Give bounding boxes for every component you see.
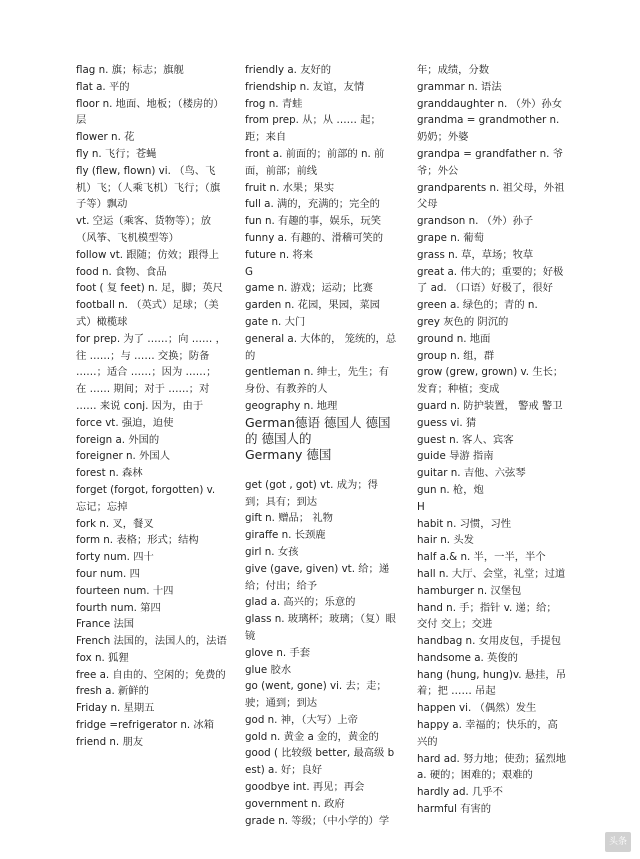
- vocab-entry: grammar n. 语法: [417, 80, 502, 93]
- vocab-entry: grandson n. （外）孙子: [417, 215, 534, 228]
- vocab-entry: great a. 伟大的；重要的；好极了 ad. （口语）好极了，很好: [417, 265, 564, 295]
- vocab-entry: flower n. 花: [76, 131, 135, 144]
- vocab-entry: fruit n. 水果；果实: [245, 181, 335, 194]
- vocab-entry: guitar n. 吉他、六弦琴: [417, 467, 526, 480]
- vocab-entry: grass n. 草，草场；牧草: [417, 248, 534, 261]
- vocab-entry: fox n. 狐狸: [76, 651, 129, 664]
- vocab-entry: game n. 游戏；运动；比赛: [245, 282, 373, 295]
- vocab-entry: hand n. 手；指针 v. 递；给；交付 交上；交进: [417, 601, 557, 631]
- vocab-entry: fly n. 飞行；苍蝇: [76, 147, 157, 160]
- vocab-entry: free a. 自由的、空闲的；免费的: [76, 668, 226, 681]
- vocab-entry: foreigner n. 外国人: [76, 450, 170, 463]
- vocab-entry: gun n. 枪，炮: [417, 483, 484, 496]
- vocab-entry: granddaughter n. （外）孙女: [417, 97, 563, 110]
- vocab-entry: harmful 有害的: [417, 803, 492, 816]
- vocab-entry: happen vi. （偶然）发生: [417, 702, 537, 715]
- vocab-entry: food n. 食物、食品: [76, 265, 167, 278]
- vocab-entry: girl n. 女孩: [245, 545, 299, 558]
- vocab-entry: glad a. 高兴的；乐意的: [245, 596, 356, 609]
- vocab-entry: football n. （英式）足球；（美式）橄榄球: [76, 299, 219, 328]
- vocab-entry: fork n. 叉，餐叉: [76, 517, 154, 530]
- vocab-entry: goodbye int. 再见；再会: [245, 781, 365, 794]
- vocab-entry: G: [245, 265, 253, 278]
- vocab-entry: geography n. 地理: [245, 399, 338, 412]
- vocab-entry: for prep. 为了 ……；向 …… ，往 ……；与 …… 交换；防备 ……；适合 ……；因为 ……；: [76, 332, 226, 379]
- vocab-entry: guide 导游 指南: [417, 450, 494, 463]
- vocab-entry: Germany 德国: [245, 446, 332, 462]
- vocab-entry: vt. 空运（乘客、货物等）；放（风筝、飞机模型等）: [76, 215, 212, 244]
- vocab-entry: flat a. 平的: [76, 80, 130, 93]
- vocab-entry: grape n. 葡萄: [417, 231, 484, 244]
- vocab-entry: hall n. 大厅、会堂，礼堂；过道: [417, 567, 566, 580]
- vocab-entry: four num. 四: [76, 567, 140, 580]
- vocab-entry: grade n. 等级；（中小学的）学: [245, 814, 390, 827]
- vocab-entry: handsome a. 英俊的: [417, 651, 518, 664]
- vocab-entry: grow (grew, grown) v. 生长；发育；种植；变成: [417, 366, 564, 396]
- vocab-entry: front a. 前面的；前部的 n. 前面，前部；前线: [245, 147, 385, 177]
- vocab-entry: gift n. 赠品； 礼物: [245, 512, 333, 525]
- vocab-entry: fresh a. 新鲜的: [76, 685, 149, 698]
- vocab-entry: hang (hung, hung)v. 悬挂，吊着；把 …… 吊起: [417, 668, 567, 698]
- vocab-entry: giraffe n. 长颈鹿: [245, 529, 326, 542]
- vocab-entry: guess vi. 猜: [417, 416, 477, 429]
- vocab-entry: friend n. 朋友: [76, 735, 144, 748]
- vocab-entry: green a. 绿色的；青的 n.: [417, 299, 538, 312]
- vocab-entry: 年；成绩，分数: [417, 64, 490, 76]
- vocab-entry: general a. 大体的， 笼统的，总的: [245, 332, 397, 362]
- vocab-entry: [245, 463, 397, 477]
- vocab-entry: grandparents n. 祖父母，外祖父母: [417, 181, 565, 211]
- vocab-entry: from prep. 从；从 …… 起；距；来自: [245, 114, 381, 144]
- column-2: [245, 62, 397, 829]
- vocab-entry: hard ad. 努力地；使劲；猛烈地 a. 硬的；困难的；艰难的: [417, 752, 567, 782]
- vocab-entry: future n. 将来: [245, 248, 313, 261]
- vocab-entry: flag n. 旗；标志；旗舰: [76, 64, 184, 76]
- vocab-entry: glove n. 手套: [245, 646, 311, 659]
- vocab-entry: fun n. 有趣的事，娱乐，玩笑: [245, 215, 381, 228]
- vocab-entry: full a. 满的，充满的；完全的: [245, 198, 380, 211]
- vocab-entry: grey 灰色的 阴沉的: [417, 315, 509, 328]
- vocab-entry: glass n. 玻璃杯；玻璃；（复）眼镜: [245, 613, 396, 642]
- vocab-entry: forty num. 四十: [76, 551, 154, 564]
- vocab-entry: France 法国: [76, 618, 135, 631]
- column-1: [76, 62, 228, 751]
- vocab-entry: guest n. 客人、宾客: [417, 433, 514, 446]
- vocab-entry: funny a. 有趣的、滑稽可笑的: [245, 231, 384, 244]
- vocab-entry: French 法国的，法国人的，法语: [76, 635, 227, 648]
- vocab-entry: god n. 神，（大写）上帝: [245, 713, 358, 726]
- watermark-logo: 头条: [605, 832, 631, 852]
- vocab-entry: handbag n. 女用皮包，手提包: [417, 635, 562, 648]
- vocab-entry: Friday n. 星期五: [76, 702, 155, 715]
- vocab-entry: foreign a. 外国的: [76, 433, 160, 446]
- column-3: [417, 62, 567, 818]
- vocab-entry: go (went, gone) vi. 去；走；驶；通到；到达: [245, 680, 387, 710]
- vocab-entry: follow vt. 跟随；仿效；跟得上: [76, 248, 219, 261]
- vocab-entry: German德语 德国人 德国的 德国人的: [245, 414, 391, 446]
- vocab-entry: gate n. 大门: [245, 315, 306, 328]
- vocab-entry: fly (flew, flown) vi. （鸟、飞机）飞；（人乘飞机）飞行；（旗子等）飘动: [76, 164, 221, 211]
- vocab-entry: hamburger n. 汉堡包: [417, 584, 522, 597]
- vocab-entry: glue 胶水: [245, 663, 292, 676]
- vocab-entry: gentleman n. 绅士，先生；有身份、有教养的人: [245, 366, 389, 396]
- vocab-entry: forget (forgot, forgotten) v. 忘记；忘掉: [76, 483, 216, 513]
- vocab-entry: fourteen num. 十四: [76, 584, 174, 597]
- vocab-entry: fridge =refrigerator n. 冰箱: [76, 719, 215, 732]
- vocab-entry: fourth num. 第四: [76, 601, 161, 614]
- vocab-entry: give (gave, given) vt. 给；递给；付出；给予: [245, 562, 390, 592]
- vocab-entry: frog n. 青蛙: [245, 97, 303, 110]
- vocab-entry: floor n. 地面、地板；（楼房的）层: [76, 97, 224, 127]
- vocab-entry: group n. 组，群: [417, 349, 495, 362]
- vocab-entry: grandpa = grandfather n. 爷爷；外公: [417, 147, 564, 177]
- vocab-entry: habit n. 习惯，习性: [417, 517, 512, 530]
- vocab-entry: friendly a. 友好的: [245, 64, 332, 76]
- vocab-entry: garden n. 花园，果园，菜园: [245, 299, 381, 312]
- vocab-entry: force vt. 强迫，迫使: [76, 416, 174, 429]
- vocab-entry: good ( 比较级 better, 最高级 best) a. 好；良好: [245, 747, 395, 777]
- vocab-entry: happy a. 幸福的；快乐的，高兴的: [417, 719, 558, 748]
- vocab-entry: H: [417, 500, 425, 513]
- vocab-entry: hair n. 头发: [417, 534, 474, 547]
- vocab-entry: half a.& n. 半，一半，半个: [417, 551, 546, 564]
- vocab-entry: form n. 表格；形式；结构: [76, 534, 199, 547]
- vocab-entry: hardly ad. 几乎不: [417, 786, 503, 799]
- vocab-entry: gold n. 黄金 a 金的，黄金的: [245, 730, 379, 743]
- vocab-entry: 在 …… 期间；对于 ……；对 …… 来说 conj. 因为，由于: [76, 383, 210, 412]
- vocab-entry: foot ( 复 feet) n. 足，脚；英尺: [76, 282, 223, 295]
- vocab-entry: get (got , got) vt. 成为；得到；具有；到达: [245, 478, 378, 508]
- vocab-entry: guard n. 防护装置， 警戒 警卫: [417, 399, 563, 412]
- vocab-entry: grandma = grandmother n. 奶奶；外婆: [417, 114, 560, 144]
- vocab-entry: government n. 政府: [245, 797, 345, 810]
- vocab-entry: forest n. 森林: [76, 467, 143, 480]
- vocab-entry: ground n. 地面: [417, 332, 491, 345]
- vocab-entry: friendship n. 友谊，友情: [245, 80, 365, 93]
